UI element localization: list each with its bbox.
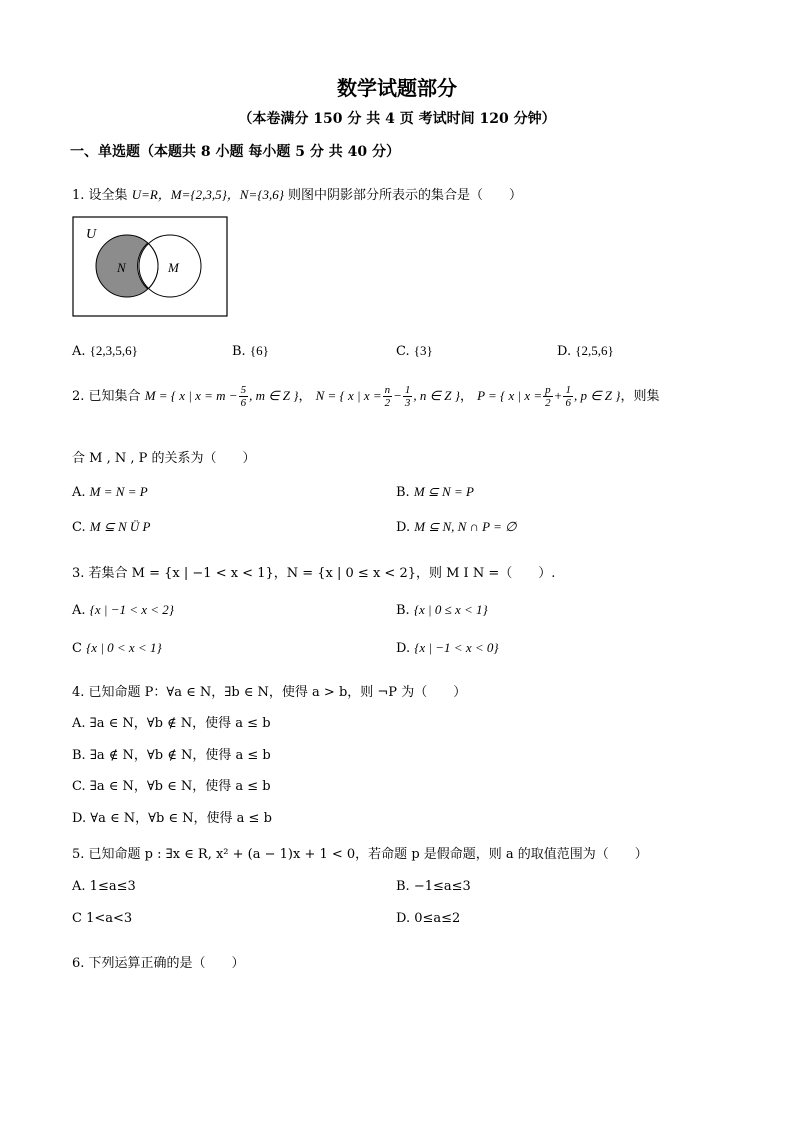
- option-b[interactable]: [396, 879, 471, 894]
- option-b[interactable]: [72, 744, 271, 763]
- option-label: A.: [72, 344, 86, 359]
- question-text: 下列运算正确的是（ ）: [88, 956, 245, 971]
- option-text: {3}: [413, 343, 433, 358]
- question-2-stem: 2. 已知集合 M = { x | x = m − $\frac{5}{6}$ , m ∈ Z }， N = { x | x = $\frac{n}{2}$ − $\frac{1}{3}$ , n ∈ Z }， P = { x | x = $\frac{p}{2}$ + $\frac{1}{6}$ , p ∈ Z }，则集: [72, 384, 660, 409]
- question-number: 6.: [72, 956, 85, 971]
- question-3-stem: [72, 562, 555, 581]
- option-text: M ⊆ N Ü P: [89, 519, 151, 534]
- option-label: D.: [557, 344, 572, 359]
- question-text: ，则集: [620, 389, 660, 404]
- option-c[interactable]: [72, 519, 151, 535]
- question-number: 3.: [72, 566, 85, 581]
- option-text: M = N = P: [89, 484, 148, 499]
- question-text: 设全集: [88, 188, 128, 203]
- label-n: N: [117, 260, 126, 275]
- set-definitions: U=R，M={2,3,5}，N={3,6}: [131, 187, 284, 202]
- question-6-stem: [72, 952, 245, 971]
- option-label: A.: [72, 716, 86, 731]
- option-d[interactable]: [396, 640, 499, 656]
- option-d[interactable]: [396, 519, 517, 535]
- denominator: 6: [240, 397, 247, 409]
- option-label: B.: [72, 748, 86, 763]
- question-5-stem: [72, 843, 648, 862]
- option-text: M ⊆ N, N ∩ P = ∅: [414, 519, 517, 534]
- question-text: 则图中阴影部分所表示的集合是（ ）: [288, 188, 523, 203]
- set-p-def: P = { x | x =: [477, 388, 543, 403]
- question-number: 1.: [72, 188, 85, 203]
- option-label: C.: [396, 344, 410, 359]
- page-title: 数学试题部分: [337, 76, 457, 100]
- option-c[interactable]: [72, 775, 271, 794]
- option-a[interactable]: [72, 602, 174, 618]
- option-d[interactable]: [557, 343, 614, 359]
- set-n-def: N = { x | x =: [315, 388, 382, 403]
- question-number: 2.: [72, 389, 85, 404]
- exam-info: （本卷满分 150 分 共 4 页 考试时间 120 分钟）: [238, 111, 556, 127]
- numerator: 5: [240, 384, 247, 396]
- question-2-stem-cont: 合 M , N , P 的关系为（ ）: [72, 451, 256, 466]
- numerator: n: [384, 384, 391, 396]
- option-b[interactable]: [396, 602, 488, 618]
- option-a[interactable]: [72, 343, 138, 359]
- question-text: 若集合 M = {x | −1 < x < 1}，N = {x | 0 ≤ x < 2}，则 M I N =（ ）.: [88, 566, 556, 581]
- question-number: 4.: [72, 685, 85, 700]
- option-label: C.: [72, 520, 86, 535]
- option-text: {x | −1 < x < 2}: [89, 602, 175, 617]
- option-c[interactable]: [72, 911, 132, 926]
- question-text: 已知命题 p : ∃x ∈ R, x² + (a − 1)x + 1 < 0，若命题 p 是假命题，则 a 的取值范围为（ ）: [88, 847, 648, 862]
- option-b[interactable]: [232, 343, 269, 359]
- question-1-stem: [72, 184, 522, 203]
- option-b[interactable]: [396, 484, 474, 500]
- question-number: 5.: [72, 847, 85, 862]
- set-p-tail: , p ∈ Z }: [573, 388, 621, 403]
- venn-diagram: [72, 216, 229, 318]
- option-text: {2,3,5,6}: [89, 343, 138, 358]
- question-text: 已知命题 P：∀a ∈ N，∃b ∈ N，使得 a > b，则 ¬P 为（ ）: [88, 685, 467, 700]
- option-c[interactable]: [72, 640, 162, 656]
- fraction: [543, 384, 553, 409]
- option-text: 0≤a≤2: [414, 911, 461, 926]
- option-text: {x | 0 ≤ x < 1}: [413, 602, 488, 617]
- operator: −: [393, 388, 402, 403]
- denominator: 6: [565, 397, 571, 409]
- set-m-def: M = { x | x = m −: [144, 388, 238, 403]
- numerator: 1: [404, 384, 411, 396]
- option-label: B.: [232, 344, 246, 359]
- option-text: ∀a ∈ N，∀b ∈ N，使得 a ≤ b: [90, 811, 272, 826]
- option-text: ∃a ∉ N，∀b ∉ N，使得 a ≤ b: [89, 748, 271, 763]
- option-d[interactable]: [72, 807, 272, 826]
- question-text: 已知集合: [88, 389, 141, 404]
- denominator: 2: [384, 397, 391, 409]
- option-label: B.: [396, 603, 410, 618]
- label-m: M: [168, 260, 179, 275]
- option-label: A.: [72, 485, 86, 500]
- question-4-stem: [72, 681, 466, 700]
- option-label: C: [72, 641, 82, 656]
- option-text: M ⊆ N = P: [413, 484, 474, 499]
- option-text: 1<a<3: [86, 911, 133, 926]
- option-text: −1≤a≤3: [413, 879, 471, 894]
- option-label: D.: [396, 641, 411, 656]
- option-text: {6}: [249, 343, 269, 358]
- fraction: [383, 384, 393, 409]
- option-c[interactable]: [396, 343, 433, 359]
- set-n-tail: , n ∈ Z }: [413, 388, 460, 403]
- option-label: D.: [396, 911, 411, 926]
- denominator: 3: [404, 397, 411, 409]
- option-text: ∃a ∈ N，∀b ∉ N，使得 a ≤ b: [89, 716, 271, 731]
- fraction: [403, 384, 413, 409]
- set-m-tail: , m ∈ Z }: [249, 388, 299, 403]
- option-text: 1≤a≤3: [89, 879, 136, 894]
- option-a[interactable]: [72, 712, 271, 731]
- option-label: B.: [396, 485, 410, 500]
- option-d[interactable]: [396, 911, 460, 926]
- operator: +: [553, 388, 563, 403]
- option-label: A.: [72, 603, 86, 618]
- option-text: {x | −1 < x < 0}: [414, 640, 499, 655]
- option-a[interactable]: [72, 484, 148, 500]
- option-label: C: [72, 911, 82, 926]
- numerator: p: [545, 384, 551, 396]
- option-label: A.: [72, 879, 86, 894]
- option-label: D.: [72, 811, 87, 826]
- option-text: ∃a ∈ N，∀b ∈ N，使得 a ≤ b: [89, 779, 271, 794]
- option-label: B.: [396, 879, 410, 894]
- option-label: D.: [396, 520, 411, 535]
- numerator: 1: [565, 384, 571, 396]
- label-u: U: [86, 227, 97, 242]
- option-text: {x | 0 < x < 1}: [86, 640, 162, 655]
- option-a[interactable]: [72, 879, 136, 894]
- option-text: {2,5,6}: [575, 343, 614, 358]
- option-label: C.: [72, 779, 86, 794]
- denominator: 2: [545, 397, 551, 409]
- fraction: [563, 384, 573, 409]
- section-heading: 一、单选题（本题共 8 小题 每小题 5 分 共 40 分）: [70, 144, 400, 160]
- fraction: [239, 384, 249, 409]
